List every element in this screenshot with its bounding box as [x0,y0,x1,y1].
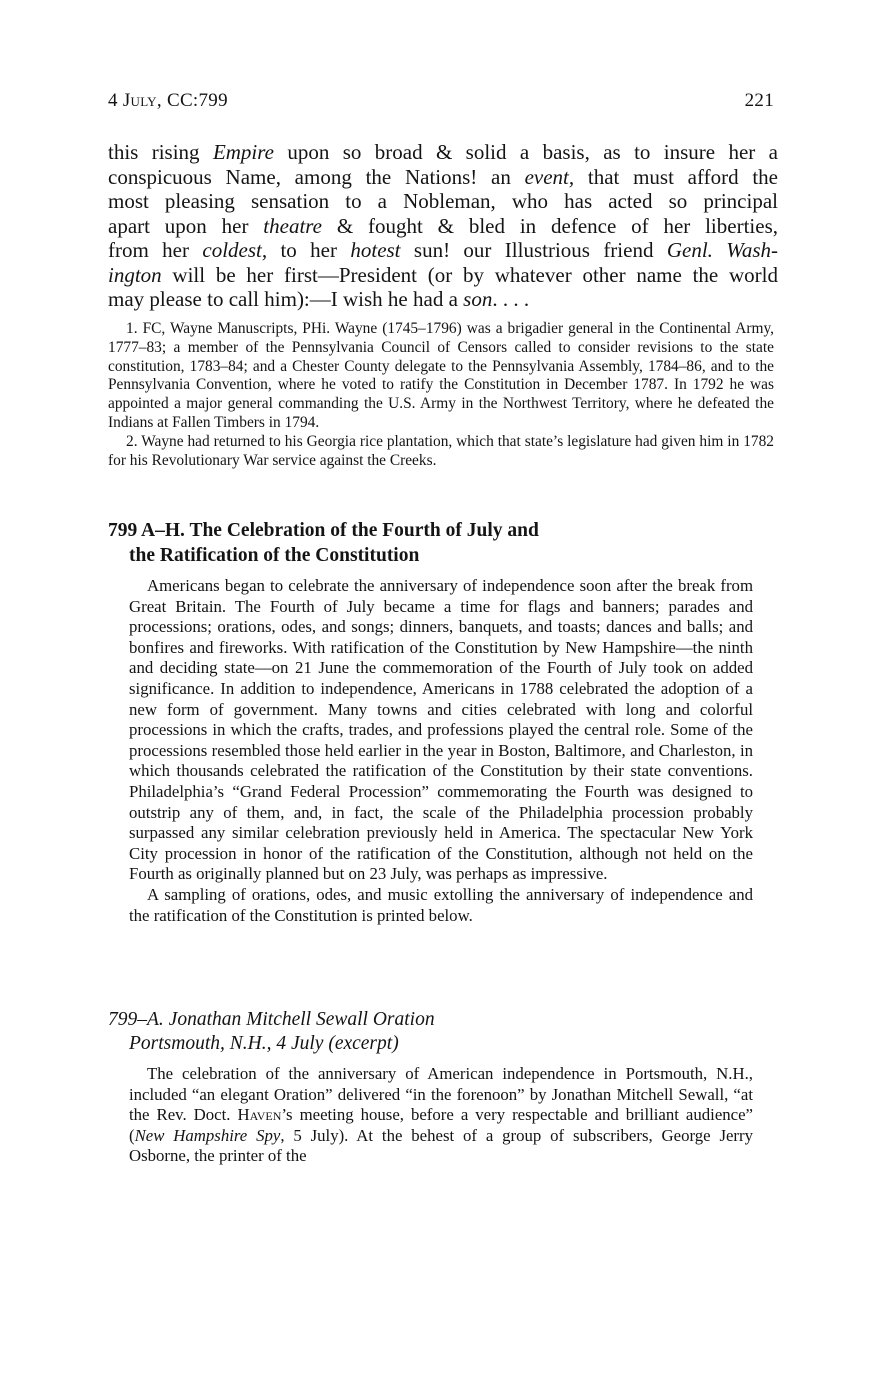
section-heading-line1: 799 A–H. The Celebration of the Fourth of July and [108,520,539,541]
letter-line: from her coldest, to her hotest sun! our Illustrious friend Genl. Wash- [108,238,778,262]
section-body [129,576,753,926]
subsection-text-3: , 5 July). At the behest of a group of subscribers, George Jerry Osborne, the printer of the [129,1125,753,1166]
subsection-text-1: The celebration of the anniversary of American independence in Portsmouth, N.H., included “an elegant Oration” delivered “in the forenoon” by Jonathan Mitchell Sewall, “at the Rev. Doct. [129,1064,753,1125]
footnotes [108,320,774,470]
running-head-month: July [122,90,157,111]
letter-line: ington will be her first—President (or by whatever other name the world [108,262,778,287]
subsection-name-haven: Haven [237,1105,282,1125]
footnote-1: 1. FC, Wayne Manuscripts, PHi. Wayne (1745–1796) was a brigadier general in the Continental Army, 1777–83; a member of the Pennsylvania Council of Censors called to consider revisions to the state constitution, 1783–84; and a Chester County delegate to the Pennsylvania Assembly, 1784–86, and to the Pennsylvania Convention, where he voted to ratify the Constitution in December 1787. In 1792 he was appointed a major general commanding the U.S. Army in the Northwest Territory, where he defeated the Indians at Fallen Timbers in 1794. [108,320,774,431]
letter-line: apart upon her theatre & fought & bled in defence of her liberties, [108,213,778,238]
section-heading-line2: the Ratification of the Constitution [129,545,420,566]
running-head-left [108,90,228,112]
subsection-newspaper-title: New Hampshire Spy [134,1125,281,1145]
letter-line: conspicuous Name, among the Nations! an event, that must afford the [108,164,778,189]
page-number: 221 [744,90,774,111]
footnote-2: 2. Wayne had returned to his Georgia rice plantation, which that state’s legislature had given him in 1782 for his Revolutionary War service against the Creeks. [108,432,774,469]
subsection-heading-line2: Portsmouth, N.H., 4 July (excerpt) [129,1033,399,1054]
section-paragraph-2: A sampling of orations, odes, and music extolling the anniversary of independence and the ratification of the Constitution is printed below. [129,884,753,925]
subsection-paragraph [129,1064,753,1167]
running-header [108,90,774,112]
section-paragraph-1: Americans began to celebrate the anniversary of independence soon after the break from Great Britain. The Fourth of July became a time for flags and banners; parades and processions; orations, odes, and songs; dinners, banquets, and toasts; dances and balls; and bonfires and fireworks. With ratification of the Constitution by New Hampshire—the ninth and deciding state—on 21 June the commemoration of the Fourth of July took on added significance. In addition to independence, Americans in 1788 celebrated the adoption of a new form of government. Many towns and cities celebrated with long and colorful processions in which the crafts, trades, and professions played the central role. Some of the processions resembled those held earlier in the year in Boston, Baltimore, and Charleston, in which thousands celebrated the ratification of the Constitution by their state conventions. Philadelphia’s “Grand Federal Procession” commemorating the Fourth was designed to outstrip any of them, and, in fact, the scale of the Philadelphia procession probably surpassed any similar celebration previously held in America. The spectacular New York City procession in honor of the ratification of the Constitution, although not held on the Fourth as originally planned but on 23 July, was perhaps as impressive. [129,576,753,884]
running-head-doc-number: , CC:799 [156,90,228,111]
subsection-heading [108,1008,774,1056]
subsection-body [129,1064,753,1167]
letter-line: most pleasing sensation to a Nobleman, who has acted so principal [108,189,778,213]
subsection-heading-line1: 799–A. Jonathan Mitchell Sewall Oration [108,1009,435,1030]
letter-line: this rising Empire upon so broad & solid a basis, as to insure her a [108,140,778,164]
letter-line: may please to call him):—I wish he had a son. . . . [108,287,530,311]
subsection-text-2: ’s meeting house, before a very respectable and brilliant audience” ( [129,1105,754,1145]
letter-excerpt [108,140,778,312]
section-heading [108,518,774,568]
running-head-date-day: 4 [108,90,123,111]
